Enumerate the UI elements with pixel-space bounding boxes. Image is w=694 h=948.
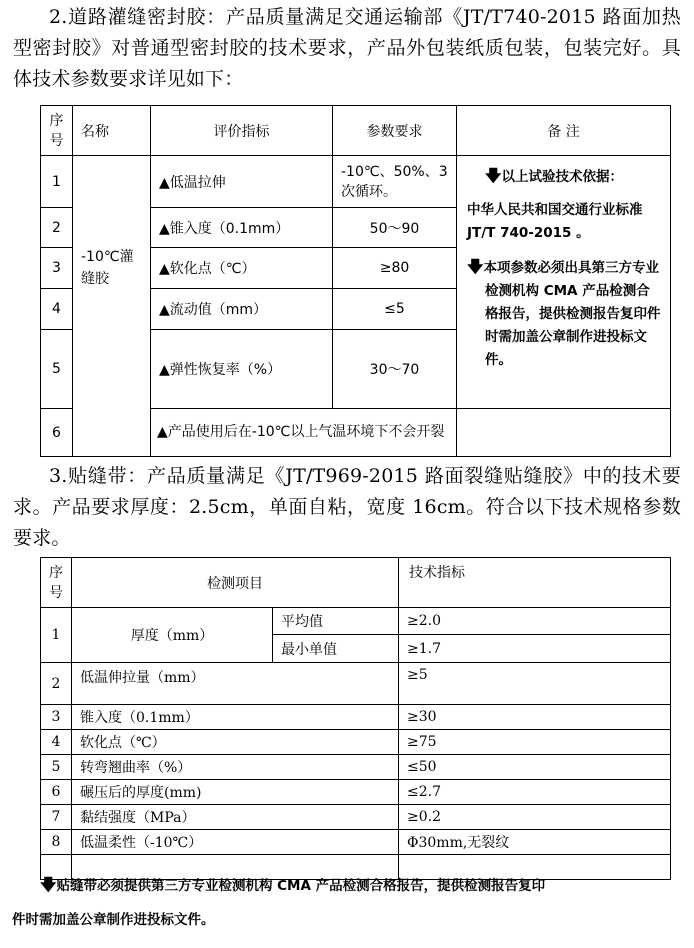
row-item: 低温伸拉量（mm） [72, 663, 399, 705]
product-name: -10℃灌缝胶 [73, 156, 151, 457]
row-requirement: ≤5 [333, 289, 457, 330]
header-remark: 备 注 [457, 106, 671, 156]
row-value: ≤2.7 [399, 780, 671, 805]
table-row [41, 780, 671, 805]
row-value: ≥5 [399, 663, 671, 705]
row-item: 碾压后的厚度(mm) [72, 780, 399, 805]
row-value: ≥75 [399, 730, 671, 755]
row-no: 2 [41, 208, 73, 248]
row-value: ≥1.7 [399, 635, 671, 663]
row-no: 4 [41, 730, 72, 755]
row-indicator: ▲锥入度（0.1mm） [151, 208, 333, 248]
down-arrow-icon: 🡇 [40, 875, 57, 894]
remark-cell [457, 156, 671, 409]
empty-cell [457, 409, 671, 457]
sealant-spec-table [40, 105, 671, 457]
row-no: 5 [41, 330, 73, 409]
row-requirement: ≥80 [333, 248, 457, 289]
table-row [41, 830, 671, 855]
table-row [41, 663, 671, 705]
remark-cma: 本项参数必须出具第三方专业检测机构 CMA 产品检测合格报告，提供检测报告复印件时需加盖公章制作进投标文件。 [483, 260, 661, 368]
header-value: 技术指标 [399, 558, 671, 608]
row-item: 厚度（mm） [72, 608, 273, 663]
header-indicator: 评价指标 [151, 106, 333, 156]
remark-basis: 以上试验技术依据： [501, 169, 623, 185]
down-arrow-icon: 🡇 [467, 257, 484, 276]
table-header-row [41, 106, 671, 156]
row-value: ≥0.2 [399, 805, 671, 830]
row-indicator: ▲软化点（℃） [151, 248, 333, 289]
row-no: 3 [41, 248, 73, 289]
row-no: 3 [41, 705, 72, 730]
row-no: 2 [41, 663, 72, 705]
table-header-row [41, 558, 671, 608]
row-indicator: ▲产品使用后在-10℃以上气温环境下不会开裂 [151, 409, 457, 457]
row-subitem: 最小单值 [273, 635, 399, 663]
row-item: 锥入度（0.1mm） [72, 705, 399, 730]
row-item: 黏结强度（MPa） [72, 805, 399, 830]
row-no: 1 [41, 608, 72, 663]
header-name: 名称 [73, 106, 151, 156]
table-row [41, 156, 671, 208]
row-requirement: 50～90 [333, 208, 457, 248]
tape-spec-table [40, 557, 671, 880]
row-item: 低温柔性（-10℃） [72, 830, 399, 855]
row-no: 6 [41, 780, 72, 805]
row-indicator: ▲弹性恢复率（%） [151, 330, 333, 409]
row-requirement: -10℃、50%、3次循环。 [333, 156, 457, 208]
row-no: 1 [41, 156, 73, 208]
row-value: ≤50 [399, 755, 671, 780]
remark-standard: 中华人民共和国交通行业标准 JT/T 740-2015 。 [467, 202, 643, 241]
footer-line1: 贴缝带必须提供第三方专业检测机构 CMA 产品检测合格报告，提供检测报告复印 [56, 878, 546, 894]
row-no: 8 [41, 830, 72, 855]
table-row [41, 730, 671, 755]
header-no: 序号 [41, 106, 73, 156]
row-indicator: ▲低温拉伸 [151, 156, 333, 208]
footer-note [12, 868, 685, 937]
row-no: 5 [41, 755, 72, 780]
row-subitem: 平均值 [273, 608, 399, 635]
table-row [41, 755, 671, 780]
section3-paragraph: 3.贴缝带：产品质量满足《JT/T969-2015 路面裂缝贴缝胶》中的技术要求。产品要求厚度：2.5cm，单面自粘，宽度 16cm。符合以下技术规格参数要求。 [13, 465, 681, 549]
down-arrow-icon: 🡇 [485, 166, 502, 185]
section2-paragraph: 2.道路灌缝密封胶：产品质量满足交通运输部《JT/T740-2015 路面加热型密封胶》对普通型密封胶的技术要求，产品外包装纸质包装，包装完好。具体技术参数要求详见如下： [13, 6, 681, 90]
table-row [41, 805, 671, 830]
footer-line2: 件时需加盖公章制作进投标文件。 [12, 912, 215, 928]
row-item: 软化点（℃） [72, 730, 399, 755]
row-value: ≥2.0 [399, 608, 671, 635]
header-no: 序号 [41, 558, 72, 608]
row-no: 7 [41, 805, 72, 830]
header-item: 检测项目 [72, 558, 399, 608]
row-no: 6 [41, 409, 73, 457]
header-requirement: 参数要求 [333, 106, 457, 156]
table-row [41, 705, 671, 730]
table-row [41, 608, 671, 635]
row-indicator: ▲流动值（mm） [151, 289, 333, 330]
row-item: 转弯翘曲率（%） [72, 755, 399, 780]
row-no: 4 [41, 289, 73, 330]
row-value: Φ30mm,无裂纹 [399, 830, 671, 855]
row-requirement: 30～70 [333, 330, 457, 409]
row-value: ≥30 [399, 705, 671, 730]
